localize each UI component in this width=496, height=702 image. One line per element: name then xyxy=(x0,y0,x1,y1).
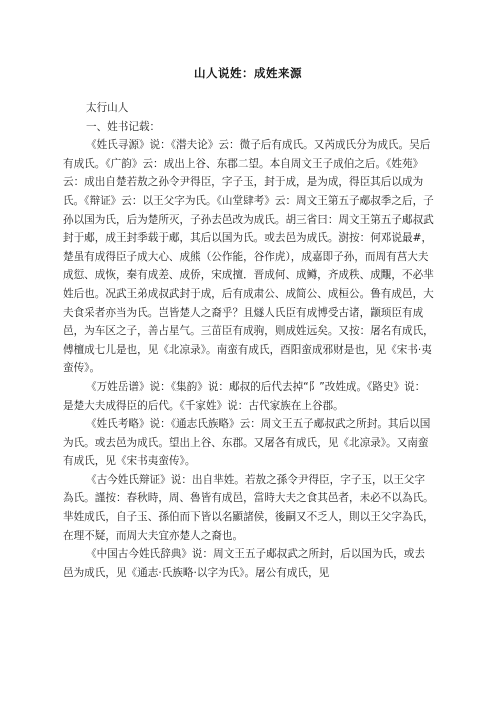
document-body xyxy=(63,99,434,582)
section-heading: 一、姓书记载： xyxy=(86,120,161,133)
paragraph: 《姓氏寻源》说：《潜夫论》云：微子后有成氏。又芮成氏分为成氏。吴后有成氏。《广韵》云：成出上谷、东郡二望。本自周文王子成伯之后。《姓苑》云：成出自楚若敖之孙令尹得臣，字子玉，封于成，是为成，得臣其后以成为氏。《辩证》云：以王父字为氏。《山堂肆考》云：周文王第五子郕叔季之后，子孙以国为氏，后为楚所灭，子孙去邑改为成氏。胡三省曰：周文王第五子郕叔武封于郕，成王封季载于郕，其后以国为氏。或去邑为成氏。澍按：何邓说最#，楚虽有成得臣子成大心、成熊（公作能，谷作虎），成嘉即子孙，而周有莒大夫成愆、成恢，秦有成差、成侨，宋成擅．晋成何、成鳟，齐成秩、成覸，不必芈姓后也。况武王弟成叔武封于成，后有成肃公、成简公、成桓公。鲁有成邑，大夫食采者亦当为氏。岂皆楚人之裔乎？且燧人氏臣有成博受古诸，颛顼臣有成邑，为车区之子，善占星气。三苗臣有成驹，则成姓远矣。又按：屠名有成氏，傅檀成七儿是也，见《北凉录》。南蛮有成氏，酉阳蛮成邪财是也，见《宋书·夷蛮传》。 xyxy=(63,139,434,375)
paragraph: 《中国古今姓氏辞典》说：周文王五子郕叔武之所封，后以国为氏，或去邑为成氏，见《通志·氏族略·以字为氏》。屠公有成氏，见 xyxy=(63,548,425,579)
document-title: 山人说姓：成姓来源 xyxy=(194,66,302,80)
paragraph: 《万姓岳谱》说：《集韵》说：郕叔的后代去掉“阝”改姓成。《路史》说：是楚大夫成得臣的后代。《千家姓》说：古代家族在上谷郡。 xyxy=(63,380,426,412)
paragraph: 《姓氏考略》说：《通志氏族略》云：周文王五子郕叔武之所封。其后以国为氏。或去邑为成氏。望出上谷、东郡。又屠各有成氏，见《北凉录》。又南蛮有成氏，见《宋书夷蛮传》。 xyxy=(63,418,431,468)
author-line: 太行山人 xyxy=(86,102,129,114)
paragraph: 《古今姓氏辩证》说：出自芈姓。若敖之孫令尹得臣，字子玉，以王父字為氏。謹按：春秋時，周、魯皆有成邑，當時大夫之食其邑者，未必不以為氏。芈姓成氏，自子玉、孫伯而下皆以名顯諸侯，後嗣又不乏人，則以王父字為氏，在理不疑，而周大夫宜亦楚人之裔也。 xyxy=(63,473,434,542)
